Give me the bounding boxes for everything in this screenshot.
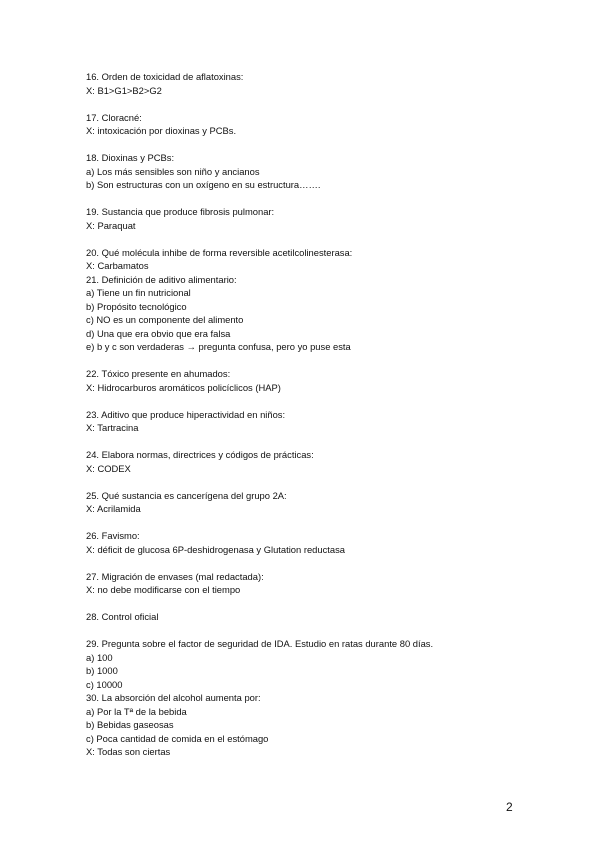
text-line: X: Carbamatos bbox=[86, 260, 149, 271]
text-line: e) b y c son verdaderas → pregunta confusa, pero yo puse esta bbox=[86, 341, 351, 352]
text-line: 16. Orden de toxicidad de aflatoxinas: bbox=[86, 71, 244, 82]
text-line: 23. Aditivo que produce hiperactividad en niños: bbox=[86, 408, 286, 420]
text-line: 26. Favismo: bbox=[86, 530, 140, 541]
block-spacer bbox=[86, 624, 526, 638]
text-line: X: Acrilamida bbox=[86, 503, 141, 514]
text-line: 21. Definición de aditivo alimentario: bbox=[86, 273, 237, 285]
text-line: 18. Dioxinas y PCBs: bbox=[86, 152, 175, 163]
block-spacer bbox=[86, 232, 526, 246]
block-spacer bbox=[86, 435, 526, 449]
question-block bbox=[86, 489, 526, 516]
text-line: 29. Pregunta sobre el factor de seguridad de IDA. Estudio en ratas durante 80 días. bbox=[86, 638, 434, 649]
question-block bbox=[86, 246, 526, 354]
text-line: 28. Control oficial bbox=[86, 611, 159, 622]
question-block bbox=[86, 610, 526, 624]
text-line: 27. Migración de envases (mal redactada): bbox=[86, 570, 264, 582]
text-line: 19. Sustancia que produce fibrosis pulmonar: bbox=[86, 206, 275, 217]
block-spacer bbox=[86, 597, 526, 611]
block-spacer bbox=[86, 516, 526, 530]
question-block bbox=[86, 111, 526, 138]
text-line: c) NO es un componente del alimento bbox=[86, 314, 244, 325]
question-block bbox=[86, 448, 526, 475]
text-line: c) 10000 bbox=[86, 678, 123, 690]
text-line: 17. Cloracné: bbox=[86, 111, 142, 123]
text-line: 20. Qué molécula inhibe de forma reversible acetilcolinesterasa: bbox=[86, 246, 353, 258]
question-block bbox=[86, 151, 526, 192]
question-block bbox=[86, 70, 526, 97]
text-line: 30. La absorción del alcohol aumenta por: bbox=[86, 692, 261, 703]
text-line: b) Propósito tecnológico bbox=[86, 300, 187, 312]
text-line: c) Poca cantidad de comida en el estómago bbox=[86, 732, 269, 744]
text-line: X: Paraquat bbox=[86, 219, 136, 231]
page-number: 2 bbox=[506, 800, 513, 814]
text-line: 25. Qué sustancia es cancerígena del grupo 2A: bbox=[86, 489, 287, 501]
text-line: X: CODEX bbox=[86, 462, 131, 474]
text-line: X: Tartracina bbox=[86, 422, 139, 433]
block-spacer bbox=[86, 556, 526, 570]
question-block bbox=[86, 637, 526, 759]
block-spacer bbox=[86, 192, 526, 206]
text-line: X: déficit de glucosa 6P-deshidrogenasa y Glutation reductasa bbox=[86, 543, 346, 555]
text-line: a) Los más sensibles son niño y ancianos bbox=[86, 165, 260, 177]
block-spacer bbox=[86, 475, 526, 489]
text-line: X: intoxicación por dioxinas y PCBs. bbox=[86, 125, 237, 136]
text-line: a) Tiene un fin nutricional bbox=[86, 287, 191, 298]
text-line: 24. Elabora normas, directrices y códigos de prácticas: bbox=[86, 449, 314, 460]
text-line: b) Bebidas gaseosas bbox=[86, 719, 174, 730]
text-line: X: Hidrocarburos aromáticos policíclicos (HAP) bbox=[86, 381, 281, 393]
text-line: a) 100 bbox=[86, 651, 113, 663]
text-line: b) Son estructuras con un oxígeno en su estructura……. bbox=[86, 179, 321, 190]
question-block bbox=[86, 529, 526, 556]
text-line: X: no debe modificarse con el tiempo bbox=[86, 584, 241, 595]
text-line: d) Una que era obvio que era falsa bbox=[86, 327, 231, 339]
text-line: b) 1000 bbox=[86, 665, 118, 676]
question-block bbox=[86, 367, 526, 394]
question-block bbox=[86, 408, 526, 435]
question-block bbox=[86, 205, 526, 232]
block-spacer bbox=[86, 354, 526, 368]
block-spacer bbox=[86, 97, 526, 111]
exam-questions bbox=[86, 70, 526, 759]
block-spacer bbox=[86, 138, 526, 152]
block-spacer bbox=[86, 394, 526, 408]
text-line: X: B1>G1>B2>G2 bbox=[86, 84, 162, 96]
question-block bbox=[86, 570, 526, 597]
text-line: a) Por la Tª de la bebida bbox=[86, 705, 187, 717]
text-line: X: Todas son ciertas bbox=[86, 746, 171, 757]
text-line: 22. Tóxico presente en ahumados: bbox=[86, 368, 231, 379]
